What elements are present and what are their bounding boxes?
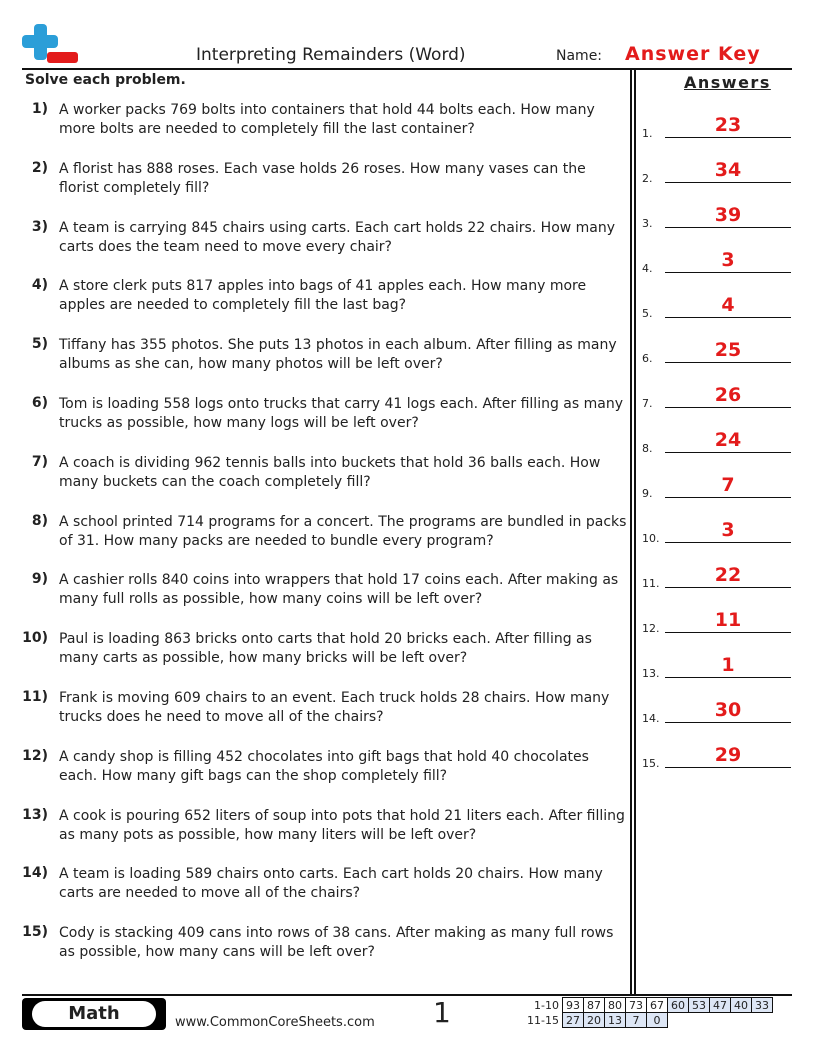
answer-value: 1 xyxy=(721,654,735,676)
answer-number: 12. xyxy=(642,622,660,635)
answer-row xyxy=(640,728,792,768)
score-row xyxy=(525,998,772,1013)
score-row-label: 1-10 xyxy=(534,998,559,1012)
answer-row xyxy=(640,638,792,678)
problem-text: Tom is loading 558 logs onto trucks that carry 41 logs each. After filling as many trucks as possible, how many logs will be left over? xyxy=(59,396,623,431)
answer-value: 4 xyxy=(721,294,735,316)
problem-text: A store clerk puts 817 apples into bags of 41 apples each. How many more apples are needed to completely fill the last bag? xyxy=(59,278,587,314)
worksheet-title: Interpreting Remainders (Word) xyxy=(196,45,466,65)
score-cell: 13 xyxy=(604,1013,625,1028)
answer-value: 24 xyxy=(714,429,742,451)
header-divider xyxy=(22,68,792,70)
problem-text: A cook is pouring 652 liters of soup into pots that hold 21 liters each. After filling as many pots as possible, how many liters will be left over? xyxy=(59,807,625,843)
score-cell: 60 xyxy=(667,998,688,1013)
answer-value: 26 xyxy=(714,384,742,406)
column-divider-right xyxy=(634,70,636,995)
problem-number: 6) xyxy=(31,395,48,411)
problem-text: A school printed 714 programs for a concert. The programs are bundled in packs of 31. How many packs are needed to bundle every program? xyxy=(59,513,627,549)
answer-blank-line xyxy=(665,362,791,363)
answer-number: 4. xyxy=(642,262,653,275)
answer-value: 7 xyxy=(721,474,735,496)
score-cell: 33 xyxy=(751,998,772,1013)
score-row xyxy=(525,1013,772,1028)
answer-number: 15. xyxy=(642,757,660,770)
footer-divider xyxy=(22,994,792,996)
plus-minus-logo-icon xyxy=(22,24,80,68)
score-cell: 73 xyxy=(625,998,646,1013)
score-cell: 40 xyxy=(730,998,751,1013)
answer-row xyxy=(640,143,792,183)
subject-label: Math xyxy=(32,1001,156,1027)
problem-text: A coach is dividing 962 tennis balls into buckets that hold 36 balls each. How many buckets can the coach completely fill? xyxy=(59,454,601,490)
answer-blank-line xyxy=(665,767,791,768)
score-cell: 7 xyxy=(625,1013,646,1028)
problem-number: 12) xyxy=(22,747,48,764)
answer-number: 5. xyxy=(642,307,653,320)
answer-blank-line xyxy=(665,677,791,678)
problem-item xyxy=(0,160,630,214)
answer-value: 29 xyxy=(714,744,742,766)
problem-item xyxy=(0,336,630,390)
answer-blank-line xyxy=(665,452,791,453)
problem-text: A worker packs 769 bolts into containers that hold 44 bolts each. How many more bolts are needed to completely fill the last container? xyxy=(59,102,595,137)
answer-number: 11. xyxy=(642,577,660,590)
problem-item xyxy=(0,513,630,567)
answer-row xyxy=(640,323,792,363)
answer-number: 10. xyxy=(642,532,660,545)
answer-blank-line xyxy=(665,407,791,408)
problem-item xyxy=(0,277,630,331)
answer-row xyxy=(640,548,792,588)
column-divider-left xyxy=(630,70,632,995)
problem-number: 15) xyxy=(22,924,48,941)
answers-heading: Answers xyxy=(684,73,771,92)
problem-number: 7) xyxy=(31,453,48,470)
problem-item xyxy=(0,807,630,861)
problem-number: 2) xyxy=(31,159,48,176)
site-url: www.CommonCoreSheets.com xyxy=(175,1015,375,1030)
problem-text: A candy shop is filling 452 chocolates into gift bags that hold 40 chocolates each. How many gift bags can the shop completely fill? xyxy=(59,748,589,784)
answer-row xyxy=(640,368,792,408)
instructions: Solve each problem. xyxy=(25,72,186,88)
answer-key-label: Answer Key xyxy=(625,43,761,65)
problem-text: Paul is loading 863 bricks onto carts that hold 20 bricks each. After filling as many carts as possible, how many bricks will be left over? xyxy=(59,631,592,667)
problem-number: 9) xyxy=(31,571,48,588)
score-cell: 53 xyxy=(688,998,709,1013)
answer-blank-line xyxy=(665,497,791,498)
answer-blank-line xyxy=(665,722,791,723)
answer-value: 25 xyxy=(714,339,742,361)
name-label: Name: xyxy=(556,48,603,64)
score-row-label: 11-15 xyxy=(527,1013,559,1027)
problem-number: 5) xyxy=(31,336,48,353)
problem-text: A florist has 888 roses. Each vase holds 26 roses. How many vases can the florist completely fill? xyxy=(59,160,586,196)
answer-blank-line xyxy=(665,182,791,183)
answer-row xyxy=(640,98,792,138)
answer-row xyxy=(640,188,792,228)
answer-value: 34 xyxy=(714,159,742,181)
answer-row xyxy=(640,593,792,633)
problem-text: Frank is moving 609 chairs to an event. Each truck holds 28 chairs. How many trucks does he need to move all of the chairs? xyxy=(59,690,610,725)
score-cell: 47 xyxy=(709,998,730,1013)
problem-item xyxy=(0,630,630,684)
answer-row xyxy=(640,278,792,318)
answer-number: 7. xyxy=(642,397,653,410)
score-cell: 0 xyxy=(646,1013,667,1028)
score-cell: 80 xyxy=(604,998,625,1013)
answer-value: 39 xyxy=(714,204,742,226)
problem-number: 3) xyxy=(31,218,48,235)
answer-number: 14. xyxy=(642,712,660,725)
problem-item xyxy=(0,219,630,273)
problem-number: 10) xyxy=(22,630,48,647)
problem-number: 8) xyxy=(31,512,48,529)
answer-row xyxy=(640,503,792,543)
answer-value: 23 xyxy=(714,114,742,136)
page-number: 1 xyxy=(433,996,451,1029)
score-cell: 87 xyxy=(583,998,604,1013)
answer-row xyxy=(640,458,792,498)
score-cell: 93 xyxy=(562,998,583,1013)
answer-value: 30 xyxy=(714,699,742,721)
answer-number: 9. xyxy=(642,487,653,500)
answer-number: 1. xyxy=(642,127,653,140)
answer-number: 6. xyxy=(642,352,653,365)
answer-number: 3. xyxy=(642,217,653,230)
answer-blank-line xyxy=(665,317,791,318)
answer-value: 3 xyxy=(721,519,735,541)
answer-row xyxy=(640,683,792,723)
score-table xyxy=(525,997,773,1028)
score-cell: 27 xyxy=(562,1013,583,1028)
problem-item xyxy=(0,689,630,743)
answer-blank-line xyxy=(665,272,791,273)
answer-value: 3 xyxy=(721,249,735,271)
score-cell: 67 xyxy=(646,998,667,1013)
problem-item xyxy=(0,924,630,978)
answer-number: 8. xyxy=(642,442,653,455)
answer-blank-line xyxy=(665,632,791,633)
answer-value: 22 xyxy=(714,564,742,586)
problem-text: A cashier rolls 840 coins into wrappers that hold 17 coins each. After making as many full rolls as possible, how many coins will be left over? xyxy=(59,572,619,608)
problem-item xyxy=(0,395,630,449)
answer-blank-line xyxy=(665,137,791,138)
problem-item xyxy=(0,454,630,508)
answer-blank-line xyxy=(665,587,791,588)
answer-row xyxy=(640,413,792,453)
problem-item xyxy=(0,571,630,625)
problem-number: 1) xyxy=(31,101,48,117)
answer-value: 11 xyxy=(714,609,742,631)
score-cell: 20 xyxy=(583,1013,604,1028)
problem-item xyxy=(0,101,630,155)
answer-blank-line xyxy=(665,542,791,543)
problem-item xyxy=(0,865,630,919)
problem-text: Cody is stacking 409 cans into rows of 38 cans. After making as many full rows as possible, how many cans will be left over? xyxy=(59,925,614,961)
answer-row xyxy=(640,233,792,273)
problem-text: A team is carrying 845 chairs using carts. Each cart holds 22 chairs. How many carts does the team need to move every chair? xyxy=(59,219,616,255)
problem-item xyxy=(0,748,630,802)
problem-number: 13) xyxy=(22,806,48,823)
problem-number: 14) xyxy=(22,865,48,882)
problem-text: A team is loading 589 chairs onto carts. Each cart holds 20 chairs. How many carts are needed to move all of the chairs? xyxy=(59,866,603,902)
problem-text: Tiffany has 355 photos. She puts 13 photos in each album. After filling as many albums as she can, how many photos will be left over? xyxy=(59,337,617,373)
answer-number: 2. xyxy=(642,172,653,185)
answer-blank-line xyxy=(665,227,791,228)
problem-number: 11) xyxy=(22,689,48,705)
answer-number: 13. xyxy=(642,667,660,680)
problem-number: 4) xyxy=(31,277,48,294)
